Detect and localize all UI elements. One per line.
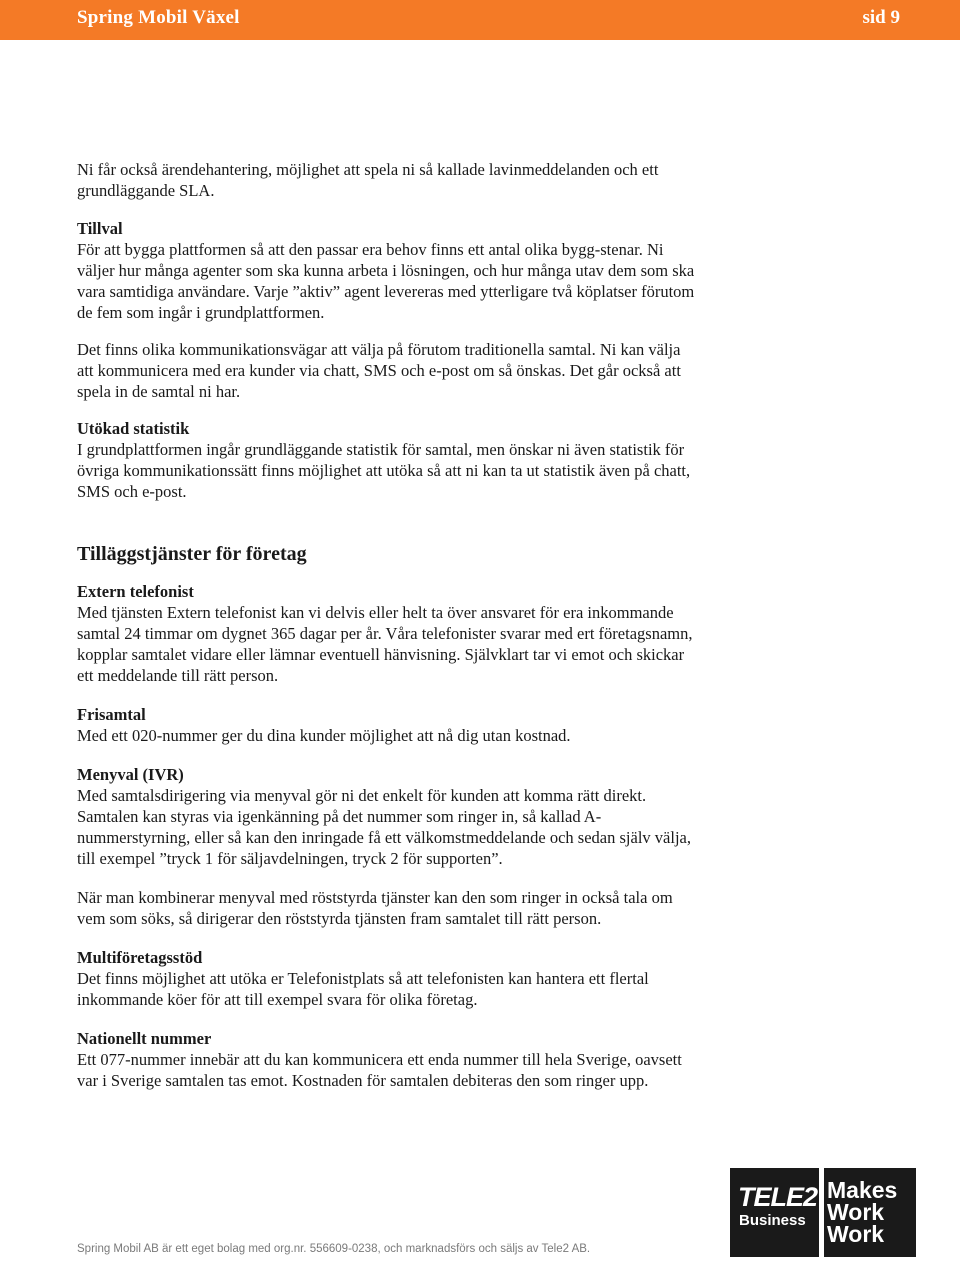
roststyrda-paragraph: När man kombinerar menyval med röststyrda tjänster kan den som ringer in också tala om vem som söks, så dirigerar den röststyrda tjänsten fram samtalet till rätt person. (77, 888, 673, 928)
extern-body: Med tjänsten Extern telefonist kan vi delvis eller helt ta över ansvaret för era inkommande samtal 24 timmar om dygnet 365 dagar per år. Våra telefonister svarar med ert företagsnamn, kopplar samtalet vidare eller lämnar eventuell hänvisning. Självklart tar vi emot och skickar ett meddelande till rätt person. (77, 603, 693, 685)
page-number: sid 9 (862, 7, 900, 28)
nationellt-heading: Nationellt nummer (77, 1029, 212, 1048)
statistik-section (77, 418, 697, 502)
extern-section (77, 581, 697, 686)
frisamtal-body: Med ett 020-nummer ger du dina kunder möjlighet att nå dig utan kostnad. (77, 726, 571, 745)
menyval-heading: Menyval (IVR) (77, 765, 184, 784)
frisamtal-heading: Frisamtal (77, 705, 146, 724)
multi-heading: Multiföretagsstöd (77, 948, 203, 967)
makes-work-work-logo (824, 1168, 916, 1257)
extern-heading: Extern telefonist (77, 582, 194, 601)
multi-section (77, 947, 697, 1010)
tillval-body: För att bygga plattformen så att den passar era behov finns ett antal olika bygg-stenar. Ni väljer hur många agenter som ska kunna arbeta i lösningen, och hur många utav dem som ska vara samtidiga användare. Varje ”aktiv” agent levereras med ytterligare två köplatser förutom de fem som ingår i grundplattformen. (77, 240, 695, 322)
nationellt-section (77, 1028, 697, 1091)
section-title: Tilläggstjänster för företag (77, 543, 307, 565)
statistik-heading: Utökad statistik (77, 419, 190, 438)
mww-line-3: Work (827, 1221, 885, 1247)
menyval-body: Med samtalsdirigering via menyval gör ni det enkelt för kunden att komma rätt direkt. Samtalen kan styras via igenkänning på det nummer som ringer in, så kallad A-nummerstyrning, eller så kan den inringade få ett välkomstmeddelande och sedan själv välja, till exempel ”tryck 1 för säljavdelningen, tryck 2 för supporten”. (77, 786, 691, 868)
multi-body: Det finns möjlighet att utöka er Telefonistplats så att telefonisten kan hantera ett flertal inkommande köer för att till exempel svara för olika företag. (77, 969, 649, 1009)
tele2-logo-brand: TELE2 (738, 1182, 818, 1212)
nationellt-body: Ett 077-nummer innebär att du kan kommunicera ett enda nummer till hela Sverige, oavsett var i Sverige samtalen tas emot. Kostnaden för samtalen debiteras den som ringer upp. (77, 1050, 682, 1090)
document-title: Spring Mobil Växel (77, 7, 240, 28)
mww-line-2: Work (827, 1199, 885, 1225)
frisamtal-section (77, 704, 697, 746)
statistik-body: I grundplattformen ingår grundläggande statistik för samtal, men önskar ni även statistik för övriga kommunikationssätt finns möjlighet att utöka så att ni kan ta ut statistik även på chatt, SMS och e-post. (77, 440, 691, 501)
intro-paragraph: Ni får också ärendehantering, möjlighet att spela ni så kallade lavinmeddelanden och ett grundläggande SLA. (77, 160, 659, 200)
mww-line-1: Makes (827, 1177, 898, 1203)
tillval-heading: Tillval (77, 219, 123, 238)
tele2-business-logo (730, 1168, 819, 1257)
tillval-section (77, 218, 697, 323)
footer-text: Spring Mobil AB är ett eget bolag med org.nr. 556609-0238, och marknadsförs och säljs av Tele2 AB. (77, 1243, 591, 1255)
menyval-section (77, 764, 697, 869)
kommunikation-paragraph: Det finns olika kommunikationsvägar att välja på förutom traditionella samtal. Ni kan välja att kommunicera med era kunder via chatt, SMS och e-post om så önskas. Det går också att spela in de samtal ni har. (77, 340, 681, 401)
tele2-logo-sub: Business (739, 1212, 806, 1229)
main-content (77, 159, 697, 1091)
header-bar (0, 0, 960, 40)
